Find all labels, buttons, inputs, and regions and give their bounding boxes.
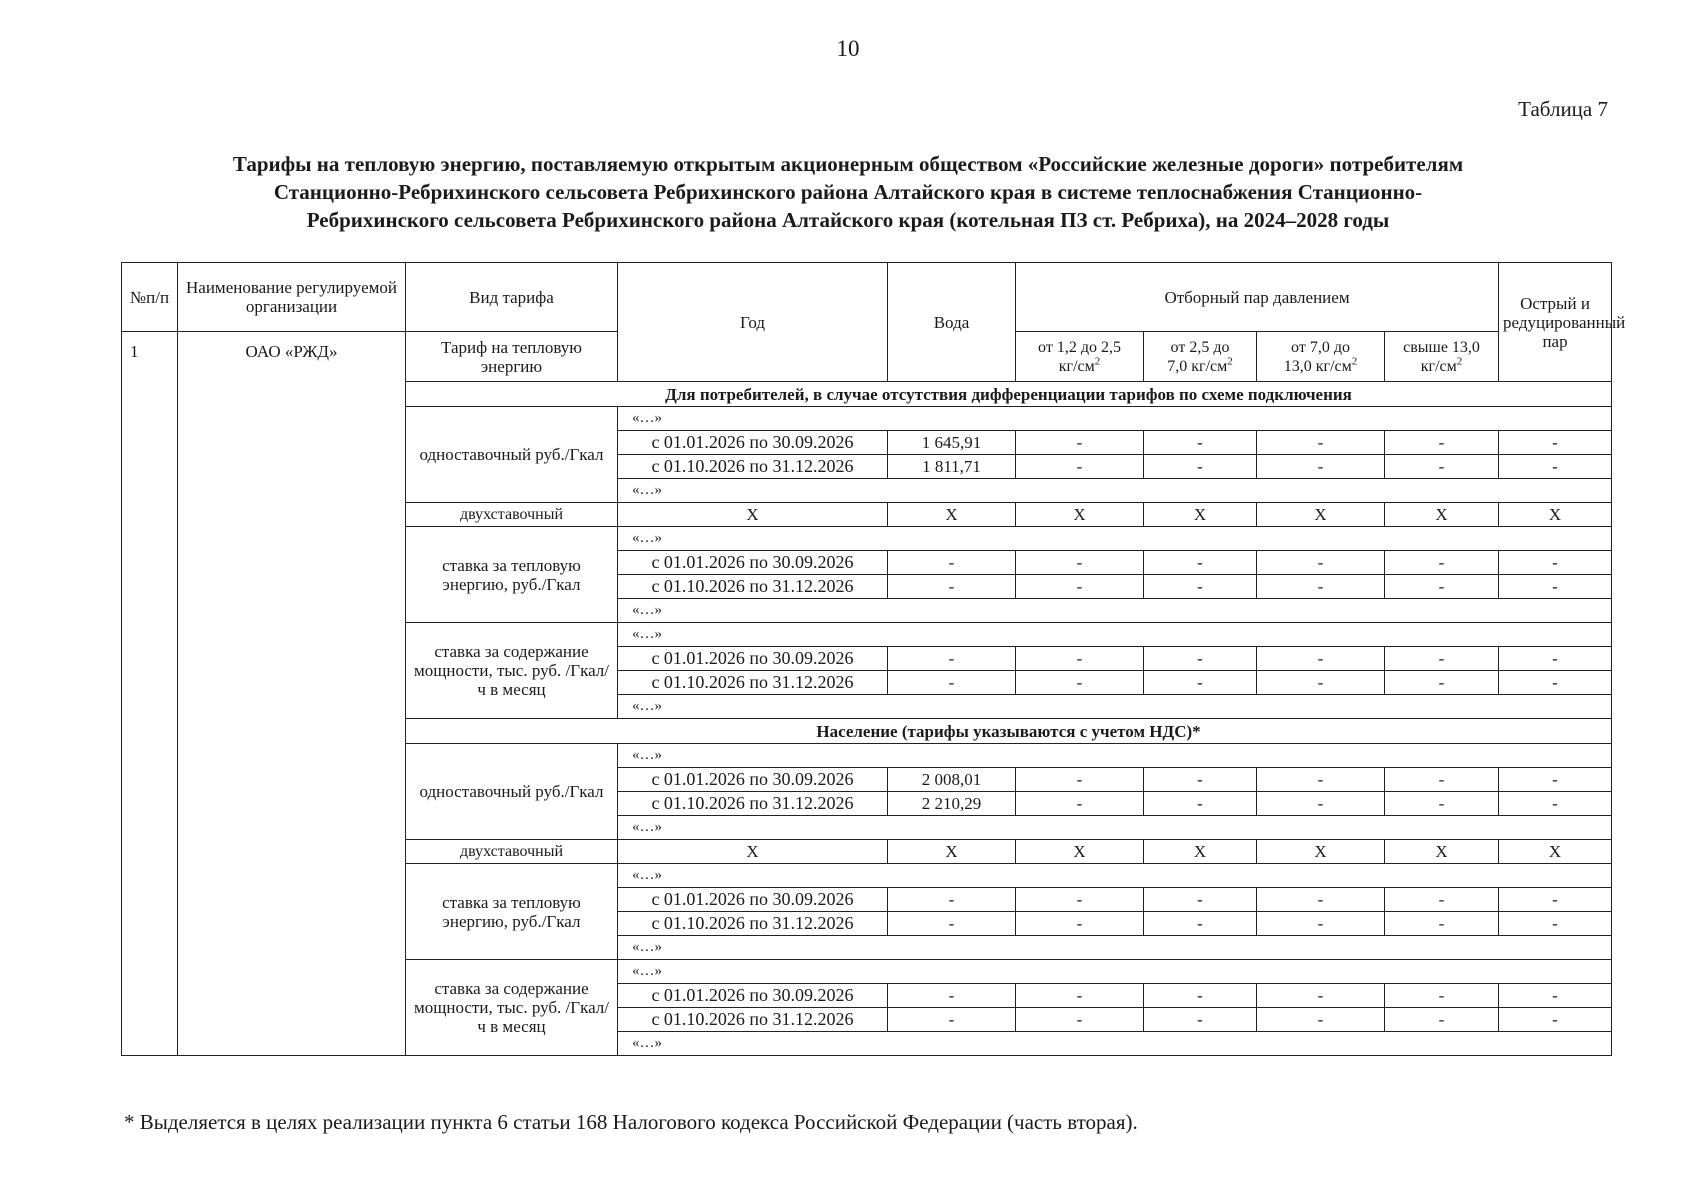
water-value: - [888, 575, 1016, 599]
steam-value: - [1385, 1008, 1499, 1032]
period-cell: с 01.01.2026 по 30.09.2026 [618, 431, 888, 455]
steam-value: - [1499, 1008, 1612, 1032]
steam-1-range: от 1,2 до 2,5 [1038, 338, 1121, 356]
steam-value: - [1385, 431, 1499, 455]
period-cell: с 01.01.2026 по 30.09.2026 [618, 551, 888, 575]
steam-value: - [1257, 1008, 1385, 1032]
period-cell: с 01.10.2026 по 31.12.2026 [618, 912, 888, 936]
period-cell: с 01.10.2026 по 31.12.2026 [618, 792, 888, 816]
steam-3-range: от 7,0 до [1291, 338, 1350, 356]
ellipsis-row: «…» [618, 864, 1612, 888]
section-title: Население (тарифы указываются с учетом НДС)* [406, 719, 1612, 744]
period-cell: с 01.01.2026 по 30.09.2026 [618, 768, 888, 792]
tariffs-table [121, 262, 1626, 1056]
steam-value: - [1499, 912, 1612, 936]
x-mark: Х [618, 840, 888, 864]
steam-value: - [1016, 768, 1144, 792]
steam-value: - [1144, 575, 1257, 599]
unit-exponent: 2 [1456, 355, 1463, 368]
x-mark: Х [1385, 840, 1499, 864]
steam-3-unit: 13,0 кг/см [1283, 357, 1352, 375]
steam-value: - [1385, 984, 1499, 1008]
steam-value: - [1385, 575, 1499, 599]
steam-value: - [1257, 431, 1385, 455]
water-value: - [888, 912, 1016, 936]
tariff-heat-label: Тариф на тепловую энергию [406, 332, 618, 382]
steam-value: - [1385, 912, 1499, 936]
ellipsis-row: «…» [618, 936, 1612, 960]
steam-value: - [1499, 792, 1612, 816]
tariff-kind-label: двухставочный [406, 503, 618, 527]
steam-value: - [1257, 551, 1385, 575]
x-mark: Х [1499, 503, 1612, 527]
tariff-kind-label: ставка за тепловую энергию, руб./Гкал [406, 527, 618, 623]
ellipsis-row: «…» [618, 960, 1612, 984]
x-mark: Х [1144, 840, 1257, 864]
ellipsis-row: «…» [618, 407, 1612, 431]
tariff-kind-label: ставка за тепловую энергию, руб./Гкал [406, 864, 618, 960]
x-mark: Х [888, 840, 1016, 864]
steam-value: - [1144, 455, 1257, 479]
header-steam-1 [1016, 332, 1144, 382]
x-mark: Х [1499, 840, 1612, 864]
steam-2-range: от 2,5 до [1170, 338, 1230, 356]
steam-value: - [1257, 984, 1385, 1008]
steam-value: - [1385, 551, 1499, 575]
tariff-kind-label: ставка за содержание мощности, тыс. руб. /Гкал/ч в месяц [406, 960, 618, 1056]
steam-4-range: свыше 13,0 [1403, 338, 1480, 356]
steam-value: - [1499, 431, 1612, 455]
steam-value: - [1385, 455, 1499, 479]
steam-value: - [1385, 647, 1499, 671]
steam-value: - [1499, 984, 1612, 1008]
water-value: - [888, 888, 1016, 912]
steam-value: - [1144, 1008, 1257, 1032]
steam-value: - [1016, 455, 1144, 479]
steam-value: - [1385, 768, 1499, 792]
steam-value: - [1016, 912, 1144, 936]
header-year: Год [618, 263, 888, 382]
steam-value: - [1385, 671, 1499, 695]
steam-value: - [1016, 888, 1144, 912]
steam-value: - [1257, 888, 1385, 912]
header-sharp-steam: Острый и редуцированный пар [1499, 263, 1612, 382]
page-number: 10 [836, 36, 860, 61]
steam-value: - [1144, 912, 1257, 936]
steam-value: - [1144, 551, 1257, 575]
steam-value: - [1257, 768, 1385, 792]
header-tariff-type: Вид тарифа [406, 263, 618, 332]
steam-value: - [1499, 455, 1612, 479]
steam-value: - [1499, 575, 1612, 599]
steam-value: - [1385, 888, 1499, 912]
ellipsis-row: «…» [618, 479, 1612, 503]
steam-value: - [1144, 792, 1257, 816]
steam-value: - [1016, 671, 1144, 695]
title-line: Станционно-Ребрихинского сельсовета Ребрихинского района Алтайского края в системе теплоснабжения Станционно- [273, 180, 1423, 204]
steam-value: - [1016, 1008, 1144, 1032]
header-steam-2 [1144, 332, 1257, 382]
water-value: 2 008,01 [888, 768, 1016, 792]
x-mark: Х [1385, 503, 1499, 527]
ellipsis-row: «…» [618, 695, 1612, 719]
steam-value: - [1257, 792, 1385, 816]
steam-value: - [1144, 984, 1257, 1008]
header-steam-3 [1257, 332, 1385, 382]
steam-1-unit: кг/см [1058, 357, 1095, 375]
unit-exponent: 2 [1094, 355, 1101, 368]
steam-value: - [1499, 768, 1612, 792]
tariff-kind-label: одноставочный руб./Гкал [406, 407, 618, 503]
period-cell: с 01.01.2026 по 30.09.2026 [618, 888, 888, 912]
ellipsis-row: «…» [618, 527, 1612, 551]
steam-value: - [1499, 671, 1612, 695]
steam-value: - [1257, 912, 1385, 936]
period-cell: с 01.01.2026 по 30.09.2026 [618, 647, 888, 671]
tariff-kind-label: ставка за содержание мощности, тыс. руб. /Гкал/ч в месяц [406, 623, 618, 719]
header-water: Вода [888, 263, 1016, 382]
title-line: Ребрихинского сельсовета Ребрихинского района Алтайского края (котельная ПЗ ст. Ребриха), на 2024–2028 годы [306, 208, 1390, 232]
steam-2-unit: 7,0 кг/см [1167, 357, 1228, 375]
steam-value: - [1499, 551, 1612, 575]
steam-value: - [1257, 671, 1385, 695]
period-cell: с 01.10.2026 по 31.12.2026 [618, 671, 888, 695]
steam-value: - [1016, 647, 1144, 671]
tariff-kind-label: двухставочный [406, 840, 618, 864]
unit-exponent: 2 [1227, 355, 1233, 368]
steam-value: - [1499, 888, 1612, 912]
steam-value: - [1144, 647, 1257, 671]
steam-value: - [1499, 647, 1612, 671]
steam-value: - [1257, 455, 1385, 479]
x-mark: Х [618, 503, 888, 527]
ellipsis-row: «…» [618, 744, 1612, 768]
header-org: Наименование регулируемой организации [178, 263, 406, 332]
x-mark: Х [1144, 503, 1257, 527]
unit-exponent: 2 [1351, 355, 1358, 368]
steam-value: - [1144, 671, 1257, 695]
water-value: 2 210,29 [888, 792, 1016, 816]
x-mark: Х [1257, 503, 1385, 527]
ellipsis-row: «…» [618, 816, 1612, 840]
period-cell: с 01.01.2026 по 30.09.2026 [618, 984, 888, 1008]
water-value: 1 645,91 [888, 431, 1016, 455]
header-steam: Отборный пар давлением [1016, 263, 1499, 332]
table-label: Таблица 7 [1518, 97, 1608, 121]
steam-value: - [1016, 551, 1144, 575]
period-cell: с 01.10.2026 по 31.12.2026 [618, 455, 888, 479]
steam-value: - [1144, 888, 1257, 912]
steam-value: - [1016, 431, 1144, 455]
ellipsis-row: «…» [618, 623, 1612, 647]
water-value: - [888, 984, 1016, 1008]
water-value: - [888, 551, 1016, 575]
x-mark: Х [1016, 503, 1144, 527]
footnote: * Выделяется в целях реализации пункта 6 статьи 168 Налогового кодекса Российской Федерации (часть вторая). [124, 1110, 1138, 1134]
water-value: - [888, 647, 1016, 671]
tariff-kind-label: одноставочный руб./Гкал [406, 744, 618, 840]
steam-value: - [1016, 792, 1144, 816]
ellipsis-row: «…» [618, 599, 1612, 623]
steam-value: - [1016, 575, 1144, 599]
section-title: Для потребителей, в случае отсутствия дифференциации тарифов по схеме подключения [406, 382, 1612, 407]
steam-value: - [1257, 575, 1385, 599]
header-num: №п/п [122, 263, 178, 332]
steam-value: - [1144, 431, 1257, 455]
x-mark: Х [1016, 840, 1144, 864]
water-value: - [888, 1008, 1016, 1032]
org-name: ОАО «РЖД» [178, 332, 406, 1056]
title-line: Тарифы на тепловую энергию, поставляемую открытым акционерным обществом «Российские железные дороги» потребителям [232, 152, 1464, 176]
x-mark: Х [1257, 840, 1385, 864]
steam-value: - [1144, 768, 1257, 792]
steam-value: - [1016, 984, 1144, 1008]
x-mark: Х [888, 503, 1016, 527]
ellipsis-row: «…» [618, 1032, 1612, 1056]
steam-value: - [1257, 647, 1385, 671]
water-value: 1 811,71 [888, 455, 1016, 479]
steam-4-unit: кг/см [1420, 357, 1457, 375]
row-number: 1 [122, 332, 178, 1056]
period-cell: с 01.10.2026 по 31.12.2026 [618, 1008, 888, 1032]
document-title [120, 150, 1576, 234]
steam-value: - [1385, 792, 1499, 816]
water-value: - [888, 671, 1016, 695]
header-steam-4 [1385, 332, 1499, 382]
period-cell: с 01.10.2026 по 31.12.2026 [618, 575, 888, 599]
